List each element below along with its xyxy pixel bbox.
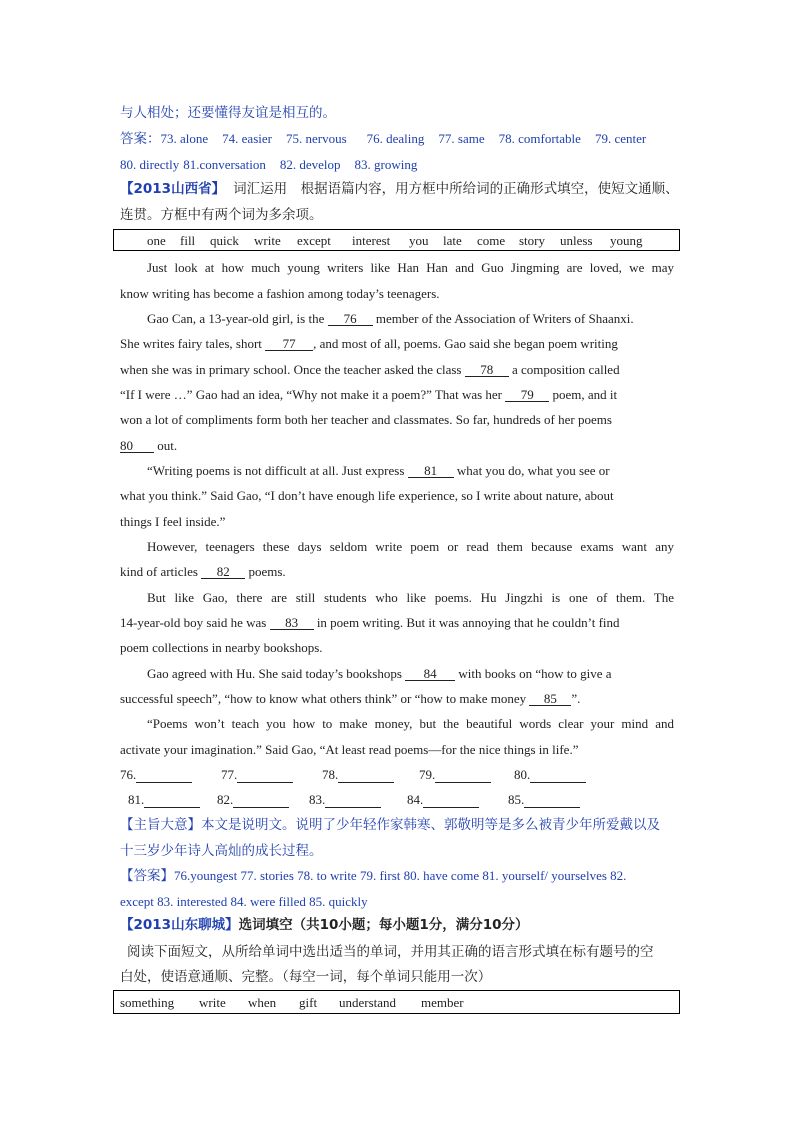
blank-slot (221, 767, 322, 783)
text: a composition called (512, 362, 620, 377)
passage-line (120, 691, 680, 707)
passage-line: But like Gao, there are still students who like poems. Hu Jingzhi is one of them. The (147, 590, 674, 605)
text: in poem writing. But it was annoying that he couldn’t find (316, 615, 620, 630)
answer-key-cont: except 83. interested 84. were filled 85. quickly (120, 894, 368, 909)
blank-slot (407, 792, 508, 808)
passage-line: poem collections in nearby bookshops. (120, 640, 323, 655)
blank-77: 77 (265, 337, 313, 351)
blank-79: 79 (505, 388, 549, 402)
word-item: except (297, 233, 331, 248)
word-item: late (443, 233, 462, 248)
text: “Writing poems is not difficult at all. Just express (147, 463, 405, 478)
passage-line: Just look at how much young writers like Han Han and Guo Jingming are loved, we may (147, 260, 674, 275)
text: Gao agreed with Hu. She said today’s bookshops (147, 666, 402, 681)
passage-line (120, 387, 680, 403)
passage-line (147, 666, 674, 682)
passage-line (120, 362, 680, 378)
text: kind of articles (120, 564, 198, 579)
word-item: member (421, 995, 464, 1010)
passage-line: things I feel inside.” (120, 514, 226, 529)
text: Gao Can, a 13-year-old girl, is the (147, 311, 325, 326)
text: out. (157, 438, 178, 453)
word-item: gift (299, 995, 318, 1010)
source-tag: 【2013山西省】 (120, 181, 226, 197)
passage-line: activate your imagination.” Said Gao, “At least read poems—for the nice things in life.” (120, 742, 579, 757)
blank-slot (322, 767, 419, 783)
blank-80: 80 (120, 439, 154, 453)
answer-line-2 (120, 157, 680, 173)
text: when she was in primary school. Once the teacher asked the class (120, 362, 462, 377)
instruction-cont: 白处，使语意通顺、完整。（每空一词，每个单词只能用一次） (120, 969, 492, 985)
blank-78: 78 (465, 363, 509, 377)
instruction: 阅读下面短文，从所给单词中选出适当的单词，并用其正确的语言形式填在标有题号的空 (127, 944, 654, 960)
blank-85: 85 (529, 692, 571, 706)
answer-key (120, 868, 680, 884)
blank-slot (419, 767, 514, 783)
source-tag: 【2013山东聊城】 (120, 917, 239, 933)
passage-line (120, 564, 680, 580)
blank-number: 85. (508, 792, 525, 807)
text: poems. (248, 564, 286, 579)
text: with books on “how to give a (458, 666, 612, 681)
blank-slot (508, 792, 598, 808)
passage-line: know writing has become a fashion among today’s teenagers. (120, 286, 440, 301)
answer-item: 74. easier (222, 131, 272, 146)
word-item: something (120, 995, 175, 1010)
answer-item: 78. comfortable (498, 131, 581, 146)
passage-line: won a lot of compliments form both her teacher and classmates. So far, hundreds of her poems (120, 412, 612, 427)
blank-number: 77. (221, 767, 238, 782)
word-item: quick (210, 233, 239, 248)
word-box (113, 990, 680, 1014)
blank-number: 82. (217, 792, 234, 807)
word-item: interest (352, 233, 391, 248)
passage-line: what you think.” Said Gao, “I don’t have enough life experience, so I write about nature, about (120, 488, 614, 503)
blank-number: 78. (322, 767, 339, 782)
blank-slot (120, 767, 221, 783)
answer-key-text: 76.youngest 77. stories 78. to write 79. first 80. have come 81. yourself/ yourselves 82. (174, 868, 627, 883)
word-item: one (147, 233, 166, 248)
blank-83: 83 (270, 616, 314, 630)
word-item: fill (180, 233, 196, 248)
word-item: young (610, 233, 643, 248)
passage-line (147, 311, 674, 327)
text: She writes fairy tales, short (120, 336, 262, 351)
word-list (120, 995, 481, 1011)
text: poem, and it (552, 387, 618, 402)
instruction-cont: 连贯。方框中有两个词为多余项。 (120, 207, 323, 223)
passage-line: “Poems won’t teach you how to make money, but the beautiful words clear your mind and (147, 716, 674, 731)
passage-line (120, 438, 680, 454)
answer-item: 79. center (594, 131, 647, 146)
answer-item: 75. nervous (285, 131, 347, 146)
blank-number: 81. (128, 792, 145, 807)
answer-line-1 (120, 131, 680, 147)
blank-number: 84. (407, 792, 424, 807)
text: member of the Association of Writers of Shaanxi. (375, 311, 634, 326)
text: ”. (571, 691, 581, 706)
passage-line (120, 615, 680, 631)
word-item: write (254, 233, 281, 248)
answer-item: 83. growing (354, 157, 418, 172)
section-heading (120, 181, 680, 197)
blank-slot (217, 792, 309, 808)
word-box (113, 229, 680, 251)
blank-84: 84 (405, 667, 455, 681)
text: , and most of all, poems. Gao said she began poem writing (313, 336, 618, 351)
word-item: understand (339, 995, 397, 1010)
answer-item: 81.conversation (183, 157, 266, 172)
blank-slot (514, 767, 614, 783)
main-idea-label: 【主旨大意】 (120, 817, 201, 833)
blank-slot (128, 792, 217, 808)
passage-line: However, teenagers these days seldom write poem or read them because exams want any (147, 539, 674, 554)
answer-item: 80. directly (120, 157, 180, 172)
blank-81: 81 (408, 464, 454, 478)
blank-number: 79. (419, 767, 436, 782)
answer-item: 82. develop (279, 157, 341, 172)
text: what you do, what you see or (456, 463, 610, 478)
main-idea (120, 817, 680, 833)
passage-line (120, 336, 680, 352)
blank-76: 76 (328, 312, 373, 326)
word-item: you (409, 233, 429, 248)
main-idea-cont: 十三岁少年诗人高灿的成长过程。 (120, 843, 323, 859)
blank-number: 83. (309, 792, 326, 807)
word-item: when (248, 995, 277, 1010)
main-idea-text: 本文是说明文。说明了少年轻作家韩寒、郭敬明等是多么被青少年所爱戴以及 (201, 817, 660, 833)
word-item: write (199, 995, 226, 1010)
text: “If I were …” Gao had an idea, “Why not make it a poem?” That was her (120, 387, 503, 402)
section-heading (120, 917, 680, 933)
answer-item: 76. dealing (366, 131, 425, 146)
section-title: 选词填空（共10小题；每小题1分，满分10分） (238, 917, 529, 933)
blank-82: 82 (201, 565, 245, 579)
answer-blanks-row-1 (120, 767, 680, 783)
text: 14-year-old boy said he was (120, 615, 267, 630)
answer-item: 77. same (438, 131, 485, 146)
answer-item: 73. alone (160, 131, 209, 146)
answer-blanks-row-2 (128, 792, 688, 808)
answer-key-label: 【答案】 (120, 868, 174, 884)
answer-label: 答案： (120, 131, 161, 147)
word-item: unless (560, 233, 593, 248)
passage-line (147, 463, 674, 479)
blank-number: 76. (120, 767, 137, 782)
blank-slot (309, 792, 407, 808)
word-list (147, 233, 650, 249)
previous-summary-line: 与人相处；还要懂得友谊是相互的。 (120, 105, 336, 121)
text: successful speech”, “how to know what others think” or “how to make money (120, 691, 527, 706)
word-item: story (519, 233, 545, 248)
blank-number: 80. (514, 767, 531, 782)
word-item: come (477, 233, 506, 248)
instruction: 词汇运用 根据语篇内容，用方框中所给词的正确形式填空，使短文通顺、 (233, 181, 679, 197)
